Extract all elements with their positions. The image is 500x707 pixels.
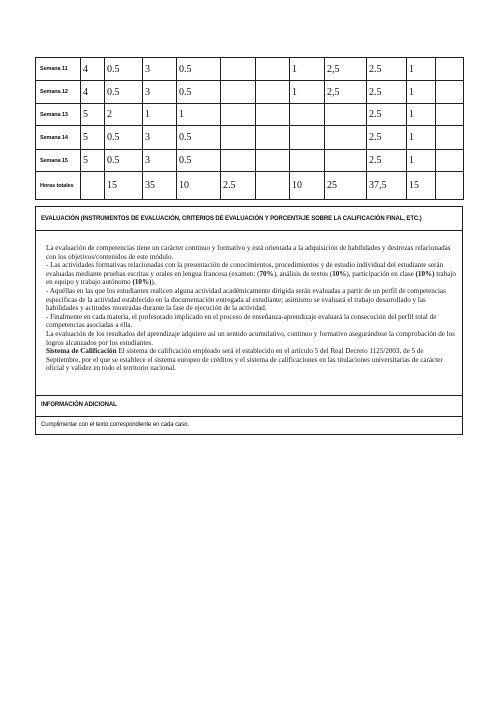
table-row bbox=[36, 172, 464, 200]
table-cell: 37,5 bbox=[367, 172, 407, 200]
table-cell: 1 bbox=[407, 58, 436, 81]
table-cell bbox=[221, 58, 256, 81]
evaluation-paragraph-directed-activities: - Aquéllas en las que los estudiantes realicen alguna actividad académicamente dirigida serán evaluadas a partir de un perfil de competencias específicas de la actividad establecido en la documentación entregada al estudiante; asimismo se evaluará el trabajo desarrollado y las habilidades y actitudes mostradas durante la fase de ejecución de la actividad. bbox=[46, 286, 446, 313]
evaluation-section-header bbox=[35, 206, 463, 231]
table-cell: 0.5 bbox=[177, 58, 221, 81]
table-cell: 2.5 bbox=[367, 58, 407, 81]
table-row bbox=[36, 126, 464, 150]
table-cell bbox=[256, 58, 290, 81]
table-cell: 0.5 bbox=[105, 81, 143, 104]
table-cell: 3 bbox=[143, 58, 177, 81]
evaluation-paragraph-written-tests: - Las actividades formativas relacionadas con la presentación de conocimientos, procedimientos y de estudio individual del estudiante serán evaluadas mediante pruebas escritas y orales en lengua francesa (examen: (70%), análisis de textos (10%), participación en clase (10%) trabajo en equipo y trabajo autónomo (10%)). bbox=[46, 261, 456, 287]
table-cell bbox=[221, 126, 256, 150]
table-cell: 1 bbox=[407, 81, 436, 104]
table-cell: 1 bbox=[177, 104, 221, 126]
table-cell: 10 bbox=[290, 172, 325, 200]
additional-info-header bbox=[35, 396, 463, 417]
row-label: Semana 12 bbox=[36, 81, 81, 104]
table-cell bbox=[436, 81, 464, 104]
table-cell: 2.5 bbox=[367, 126, 407, 150]
table-cell: 25 bbox=[325, 172, 367, 200]
table-cell: 4 bbox=[81, 81, 105, 104]
additional-info-body bbox=[35, 417, 463, 435]
evaluation-paragraph-grading-system: Sistema de Calificación El sistema de calificación empleado será el establecido en el artículo 5 del Real Decreto 1125/2003, de 5 de Septiembre, por el que se establece el sistema europeo de créditos y el sistema de calificaciones en las titulaciones universitarias de carácter oficial y validez en todo el territorio nacional. bbox=[46, 347, 443, 373]
table-row bbox=[36, 150, 464, 172]
table-cell bbox=[81, 172, 105, 200]
grading-system-label: Sistema de Calificación bbox=[46, 347, 117, 356]
table-cell: 3 bbox=[143, 126, 177, 150]
table-cell: 3 bbox=[143, 150, 177, 172]
table-cell bbox=[325, 104, 367, 126]
row-label: Semana 13 bbox=[36, 104, 81, 126]
evaluation-section-body bbox=[35, 231, 463, 396]
row-label: Horas totales bbox=[36, 172, 81, 200]
table-cell: 15 bbox=[407, 172, 436, 200]
table-cell bbox=[256, 81, 290, 104]
table-row bbox=[36, 104, 464, 126]
table-row bbox=[36, 81, 464, 104]
table-cell: 1 bbox=[290, 81, 325, 104]
table-cell bbox=[256, 150, 290, 172]
table-cell bbox=[256, 104, 290, 126]
table-cell: 1 bbox=[407, 104, 436, 126]
weekly-hours-table bbox=[35, 57, 464, 200]
evaluation-section-title: EVALUACIÓN (INSTRUMENTOS DE EVALUACIÓN, CRITERIOS DE EVALUACIÓN Y PORCENTAJE SOBRE LA CALIFICACIÓN FINAL, ETC.) bbox=[41, 216, 422, 222]
table-cell: 2,5 bbox=[325, 58, 367, 81]
table-cell: 1 bbox=[407, 150, 436, 172]
table-cell: 2.5 bbox=[367, 150, 407, 172]
table-cell bbox=[256, 126, 290, 150]
additional-info-text: Cumplimentar con el texto correspondiente en cada caso. bbox=[41, 422, 189, 428]
table-cell: 2.5 bbox=[367, 104, 407, 126]
table-cell: 1 bbox=[407, 126, 436, 150]
table-cell bbox=[436, 126, 464, 150]
percent-text-analysis: 10% bbox=[332, 269, 347, 278]
table-cell bbox=[436, 150, 464, 172]
table-cell: 2 bbox=[105, 104, 143, 126]
additional-info-title: INFORMACIÓN ADICIONAL bbox=[41, 402, 117, 408]
percent-teamwork: (10%) bbox=[132, 278, 152, 287]
table-cell: 0.5 bbox=[177, 126, 221, 150]
table-cell bbox=[221, 104, 256, 126]
table-cell: 5 bbox=[81, 126, 105, 150]
row-label: Semana 14 bbox=[36, 126, 81, 150]
table-row bbox=[36, 58, 464, 81]
evaluation-text bbox=[46, 244, 456, 373]
table-cell: 0.5 bbox=[177, 150, 221, 172]
percent-participation: (10%) bbox=[415, 269, 435, 278]
table-cell bbox=[290, 150, 325, 172]
table-cell: 10 bbox=[177, 172, 221, 200]
row-label: Semana 11 bbox=[36, 58, 81, 81]
evaluation-paragraph-intro: La evaluación de competencias tiene un carácter continuo y formativo y está orientada a la adquisición de habilidades y destrezas relacionadas con los objetivos/contenidos de este módulo. bbox=[46, 244, 451, 261]
table-cell bbox=[290, 126, 325, 150]
table-cell: 5 bbox=[81, 150, 105, 172]
table-cell bbox=[325, 126, 367, 150]
table-cell bbox=[436, 104, 464, 126]
row-label: Semana 15 bbox=[36, 150, 81, 172]
table-cell: 0.5 bbox=[105, 126, 143, 150]
percent-exam: 70% bbox=[259, 269, 274, 278]
table-cell: 0.5 bbox=[105, 58, 143, 81]
table-cell bbox=[221, 150, 256, 172]
table-cell: 2.5 bbox=[221, 172, 256, 200]
table-cell: 0.5 bbox=[177, 81, 221, 104]
table-cell: 4 bbox=[81, 58, 105, 81]
table-cell bbox=[256, 172, 290, 200]
table-cell bbox=[290, 104, 325, 126]
table-cell: 15 bbox=[105, 172, 143, 200]
table-cell: 5 bbox=[81, 104, 105, 126]
table-cell bbox=[436, 58, 464, 81]
table-cell: 2,5 bbox=[325, 81, 367, 104]
table-cell bbox=[436, 172, 464, 200]
table-cell: 2.5 bbox=[367, 81, 407, 104]
table-cell: 1 bbox=[143, 104, 177, 126]
table-cell: 3 bbox=[143, 81, 177, 104]
table-cell bbox=[325, 150, 367, 172]
table-cell: 0.5 bbox=[105, 150, 143, 172]
table-cell: 1 bbox=[290, 58, 325, 81]
evaluation-paragraph-final: - Finalmente en cada materia, el profesorado implicado en el proceso de enseñanza-aprendizaje evaluará la consecución del perfil total de competencias asociadas a ella. bbox=[46, 312, 437, 330]
table-cell: 35 bbox=[143, 172, 177, 200]
table-cell bbox=[221, 81, 256, 104]
evaluation-paragraph-cumulative: La evaluación de los resultados del aprendizaje adquiere así un sentido acumulativo, continuo y formativo asegurándose la comprobación de los logros alcanzados por los estudiantes. bbox=[46, 329, 455, 347]
